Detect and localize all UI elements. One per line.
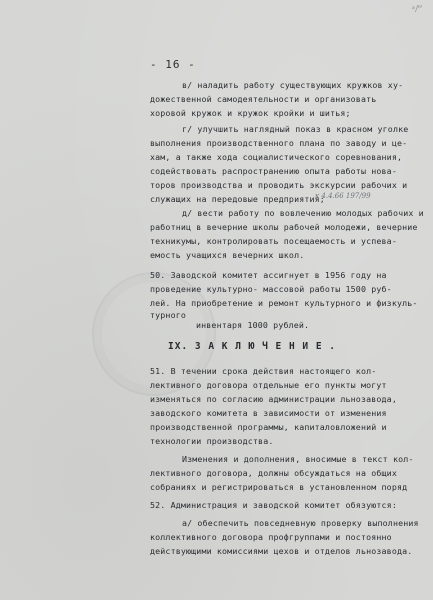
section-title: IX. З А К Л Ю Ч Е Н И Е .	[168, 341, 336, 352]
text-line: собраниях и регистрироваться в установленном поряд	[150, 482, 408, 492]
text-line: в/ наладить работу существующих кружков ху-	[182, 80, 404, 90]
text-line: содействовать распространению опыта работы нова-	[150, 166, 397, 176]
text-line: хам, а также хода социалистического соревнования,	[150, 152, 403, 162]
text-line: проведение культурно- массовой работы 1500 руб-	[150, 284, 392, 294]
text-line: инвентаря 1000 рублей.	[196, 320, 310, 330]
text-line: служащих на передовые предприятия;	[150, 194, 325, 204]
text-line: заводского комитета в зависимости от изменения	[150, 408, 387, 418]
text-line: работниц в вечерние школы рабочей молодежи, вечерние	[150, 222, 418, 232]
text-line: г/ улучшить наглядный показ в красном уголке	[182, 124, 409, 134]
text-line: 51. В течении срока действия настоящего кол-	[150, 366, 377, 376]
text-line: хоровой кружок и кружок кройки и шитья;	[150, 108, 351, 118]
text-line: изменяться по согласию администрации льнозавода,	[150, 394, 397, 404]
text-line: лей. На приобретение и ремонт культурного и физкуль-	[150, 298, 418, 308]
text-line: 50. Заводской комитет ассигнует в 1956 году на	[150, 270, 387, 280]
handwritten-note: к 4.4.66 197/99	[315, 192, 371, 200]
text-line: выполнения производственного плана по заводу и це-	[150, 138, 408, 148]
text-line: производственной программы, капиталовложений и	[150, 422, 387, 432]
text-line: лективного договора отдельные его пункты могут	[150, 380, 387, 390]
corner-pencil-mark: ᵃ/ᵐ	[411, 3, 424, 14]
text-line: дожественной самодеятельности и организовать	[150, 94, 377, 104]
text-line: лективного договора, должны обсуждаться на общих	[150, 468, 397, 478]
text-line: 52. Администрация и заводской комитет обязуются:	[150, 500, 397, 510]
page-number: - 16 -	[150, 58, 196, 71]
text-line: торов производства и проводить экскурсии рабочих и	[150, 180, 408, 190]
text-line: действующими комиссиями цехов и отделов льнозавода.	[150, 546, 413, 556]
text-line: коллективного договора профгруппами и постоянно	[150, 532, 392, 542]
text-line: Изменения и дополнения, вносимые в текст кол-	[182, 454, 414, 464]
text-line: турного	[150, 310, 187, 320]
text-line: техникумы, контролировать посещаемость и успева-	[150, 236, 397, 246]
text-line: д/ вести работу по вовлечению молодых рабочих и	[182, 208, 424, 218]
text-line: емость учащихся вечерних школ.	[150, 250, 305, 260]
text-line: технологии производства.	[150, 436, 274, 446]
text-line: а/ обеспечить повседневную проверку выполнения	[182, 518, 419, 528]
